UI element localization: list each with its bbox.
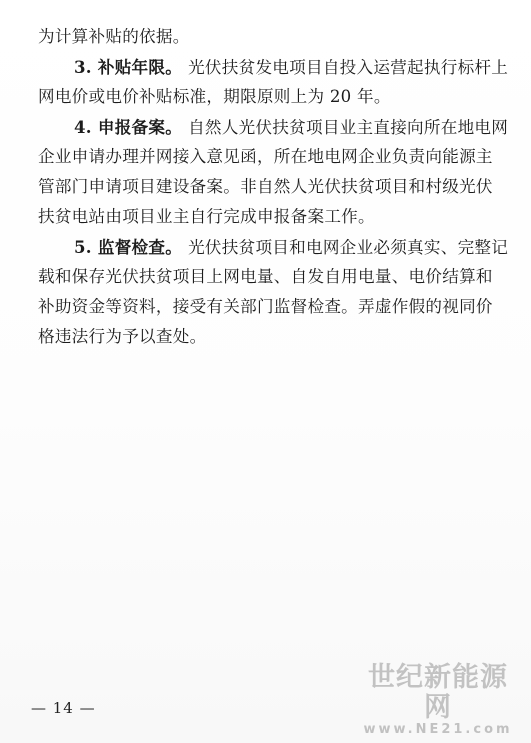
paragraph-line: 载和保存光伏扶贫项目上网电量、自发自用电量、电价结算和 [38,267,493,286]
section-heading-line: 5. 监督检查。 光伏扶贫项目和电网企业必须真实、完整记 [74,237,509,257]
paragraph-line: 企业申请办理并网接入意见函，所在地电网企业负责向能源主 [38,147,493,166]
page-number: — 14 — [31,699,96,717]
section-heading: 5. 监督检查。 [74,237,183,257]
section-heading: 4. 申报备案。 [74,117,183,137]
paragraph-line: 格违法行为予以查处。 [38,327,207,346]
section-heading: 3. 补贴年限。 [74,57,183,77]
section-heading-line: 4. 申报备案。 自然人光伏扶贫项目业主直接向所在地电网 [74,117,509,137]
paragraph-line: 扶贫电站由项目业主自行完成申报备案工作。 [38,207,375,226]
watermark [357,663,519,737]
watermark-title: 世纪新能源网 [368,662,508,723]
paragraph-line: 管部门申请项目建设备案。非自然人光伏扶贫项目和村级光伏 [38,177,493,196]
paragraph-line: 网电价或电价补贴标准，期限原则上为 20 年。 [38,87,391,106]
paragraph-line: 补助资金等资料，接受有关部门监督检查。弄虚作假的视同价 [38,297,493,316]
watermark-url: www.NE21.com [363,722,513,737]
body-text [38,22,509,352]
section-heading-line: 3. 补贴年限。 光伏扶贫发电项目自投入运营起执行标杆上 [74,57,509,77]
paragraph-line: 为计算补贴的依据。 [38,27,190,46]
